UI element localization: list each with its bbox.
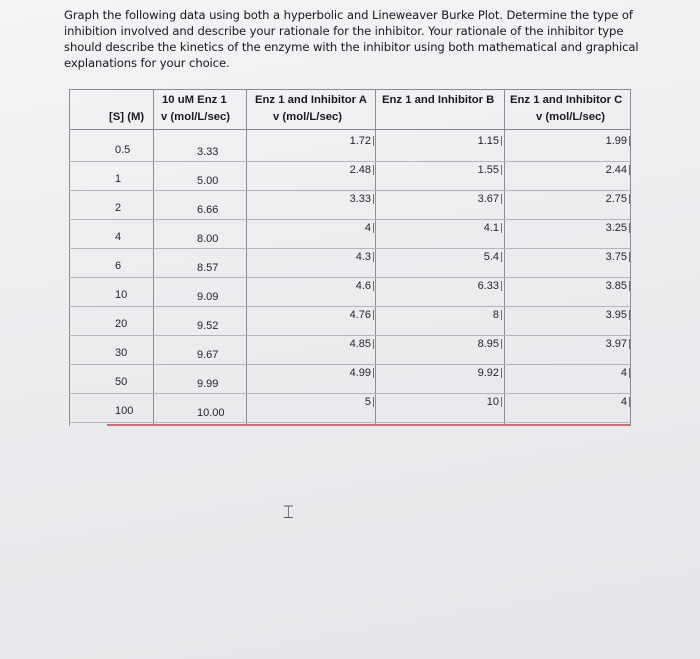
table-cell-velocity: 4.6 xyxy=(355,280,371,292)
cell-edit-tick xyxy=(501,397,502,407)
table-cell-velocity: 2.48 xyxy=(349,164,371,176)
table-cell-velocity: 2.75 xyxy=(605,193,627,205)
table-cell-velocity: 3.25 xyxy=(605,222,627,234)
table-cell-velocity: 2.44 xyxy=(605,164,627,176)
table-column-line xyxy=(246,89,247,426)
question-line: should describe the kinetics of the enzyme with the inhibitor using both mathematical and graphical xyxy=(64,40,639,54)
cell-edit-tick xyxy=(629,397,630,407)
table-cell-velocity: 4.99 xyxy=(349,367,371,379)
table-cell-velocity: 4.85 xyxy=(349,338,371,350)
column-subheader: v (mol/L/sec) xyxy=(161,111,231,123)
table-cell-velocity: 5.4 xyxy=(483,251,499,263)
table-cell-velocity: 4.3 xyxy=(355,251,371,263)
table-cell-velocity: 6.66 xyxy=(197,204,219,216)
table-cell-velocity: 1.72 xyxy=(349,135,371,147)
table-cell-velocity: 9.09 xyxy=(197,291,219,303)
cell-edit-tick xyxy=(629,310,630,320)
column-subheader: [S] (M) xyxy=(109,111,145,123)
cell-edit-tick xyxy=(501,165,502,175)
table-row-line xyxy=(69,190,630,191)
table-row-line xyxy=(69,364,630,365)
table-cell-substrate: 50 xyxy=(115,376,128,388)
text-cursor-icon: ⌶ xyxy=(283,502,294,523)
table-column-line xyxy=(504,89,505,426)
cell-edit-tick xyxy=(501,194,502,204)
table-cell-velocity: 4 xyxy=(364,222,371,234)
cell-edit-tick xyxy=(629,136,630,146)
table-cell-substrate: 1 xyxy=(115,173,122,185)
table-cell-velocity: 3.67 xyxy=(477,193,499,205)
cell-edit-tick xyxy=(501,310,502,320)
table-cell-velocity: 1.15 xyxy=(477,135,499,147)
table-cell-substrate: 6 xyxy=(115,260,122,272)
column-header: Enz 1 and Inhibitor A xyxy=(255,94,367,106)
cell-edit-tick xyxy=(373,368,374,378)
cell-edit-tick xyxy=(373,223,374,233)
table-row-line xyxy=(69,393,630,394)
table-cell-substrate: 10 xyxy=(115,289,128,301)
cell-edit-tick xyxy=(501,136,502,146)
table-cell-velocity: 3.75 xyxy=(605,251,627,263)
table-cell-velocity: 1.55 xyxy=(477,164,499,176)
column-header: Enz 1 and Inhibitor C xyxy=(510,94,623,106)
question-line: explanations for your choice. xyxy=(64,56,230,70)
column-header: Enz 1 and Inhibitor B xyxy=(382,94,495,106)
table-cell-velocity: 8.57 xyxy=(197,262,219,274)
table-row-line xyxy=(69,161,630,162)
table-column-line xyxy=(630,89,631,426)
table-cell-substrate: 2 xyxy=(115,202,122,214)
table-cell-velocity: 9.92 xyxy=(477,367,499,379)
question-line: Graph the following data using both a hyperbolic and Lineweaver Burke Plot. Determine the type of xyxy=(64,8,633,22)
cell-edit-tick xyxy=(373,252,374,262)
cell-edit-tick xyxy=(373,136,374,146)
cell-edit-tick xyxy=(629,368,630,378)
table-cell-velocity: 8 xyxy=(492,309,499,321)
table-cell-velocity: 10 xyxy=(486,396,499,408)
table-cell-velocity: 5 xyxy=(364,396,371,408)
table-cell-velocity: 8.00 xyxy=(197,233,219,245)
table-cell-velocity: 8.95 xyxy=(477,338,499,350)
cell-edit-tick xyxy=(373,194,374,204)
table-cell-velocity: 3.97 xyxy=(605,338,627,350)
table-cell-substrate: 0.5 xyxy=(115,144,131,156)
cell-edit-tick xyxy=(501,339,502,349)
table-cell-velocity: 10.00 xyxy=(197,407,225,419)
table-cell-velocity: 9.99 xyxy=(197,378,219,390)
cell-edit-tick xyxy=(629,194,630,204)
column-subheader: v (mol/L/sec) xyxy=(273,111,343,123)
cell-edit-tick xyxy=(373,281,374,291)
table-cell-substrate: 30 xyxy=(115,347,128,359)
table-cell-velocity: 4.76 xyxy=(349,309,371,321)
cell-edit-tick xyxy=(373,397,374,407)
table-cell-velocity: 9.67 xyxy=(197,349,219,361)
column-subheader: v (mol/L/sec) xyxy=(536,111,606,123)
cell-edit-tick xyxy=(629,165,630,175)
cell-edit-tick xyxy=(501,281,502,291)
table-row-line xyxy=(69,335,630,336)
table-row-line xyxy=(69,277,630,278)
table-cell-substrate: 20 xyxy=(115,318,128,330)
table-column-line xyxy=(153,89,154,426)
table-cell-velocity: 3.95 xyxy=(605,309,627,321)
table-cell-substrate: 4 xyxy=(115,231,122,243)
table-cell-velocity: 4 xyxy=(620,396,627,408)
cell-edit-tick xyxy=(373,339,374,349)
table-column-line xyxy=(69,89,70,426)
table-cell-velocity: 5.00 xyxy=(197,175,219,187)
table-cell-velocity: 4 xyxy=(620,367,627,379)
cell-edit-tick xyxy=(501,252,502,262)
cell-edit-tick xyxy=(501,368,502,378)
cell-edit-tick xyxy=(629,223,630,233)
table-cell-velocity: 3.85 xyxy=(605,280,627,292)
question-line: inhibition involved and describe your rationale for the inhibitor. Your rationale of the inhibitor type xyxy=(64,24,624,38)
table-cell-velocity: 3.33 xyxy=(197,146,219,158)
table-cell-velocity: 6.33 xyxy=(477,280,499,292)
table-cell-velocity: 4.1 xyxy=(483,222,499,234)
table-cell-velocity: 1.99 xyxy=(605,135,627,147)
table-row-line xyxy=(69,219,630,220)
cell-edit-tick xyxy=(629,281,630,291)
table-row-line xyxy=(69,248,630,249)
table-cell-velocity: 9.52 xyxy=(197,320,219,332)
data-table xyxy=(69,89,630,426)
table-bottom-rule xyxy=(107,424,630,426)
cell-edit-tick xyxy=(629,252,630,262)
table-row-line xyxy=(69,306,630,307)
table-column-line xyxy=(375,89,376,426)
column-header: 10 uM Enz 1 xyxy=(162,94,227,106)
cell-edit-tick xyxy=(501,223,502,233)
cell-edit-tick xyxy=(373,310,374,320)
question-text xyxy=(64,7,639,71)
cell-edit-tick xyxy=(373,165,374,175)
table-row-line xyxy=(69,422,630,423)
table-cell-velocity: 3.33 xyxy=(349,193,371,205)
cell-edit-tick xyxy=(629,339,630,349)
table-cell-substrate: 100 xyxy=(115,405,134,417)
